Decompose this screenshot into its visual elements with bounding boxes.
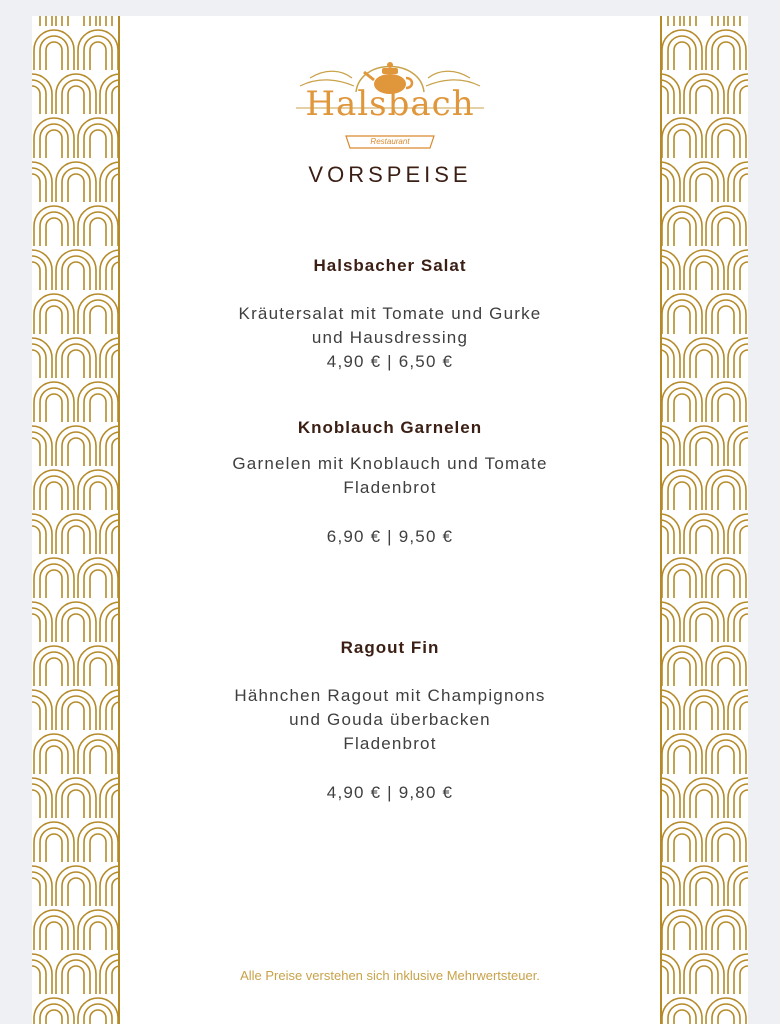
arch-motif (674, 746, 690, 774)
arch-motif (46, 130, 62, 158)
arch-motif (90, 834, 106, 862)
arch-motif (660, 432, 674, 466)
arch-motif (660, 878, 668, 906)
arch-motif (660, 696, 674, 730)
arch-motif (740, 614, 748, 642)
arch-motif (90, 658, 106, 686)
arch-motif (690, 696, 718, 730)
arch-motif (740, 878, 748, 906)
arch-motif (46, 394, 62, 422)
arch-motif (660, 16, 674, 26)
arch-motif (660, 16, 668, 26)
arch-motif (40, 388, 68, 422)
arch-motif (712, 388, 740, 422)
arch-motif (68, 86, 84, 114)
arch-motif (696, 350, 712, 378)
arch-motif (62, 784, 90, 818)
arch-motif (32, 16, 52, 26)
arch-motif (90, 1010, 106, 1024)
arch-motif (660, 872, 674, 906)
arch-motif (712, 476, 740, 510)
arch-motif (712, 740, 740, 774)
arch-motif (660, 784, 674, 818)
arch-motif (674, 922, 690, 950)
arch-motif (668, 652, 696, 686)
arch-motif (696, 878, 712, 906)
arch-motif (734, 696, 748, 730)
arch-motif (46, 834, 62, 862)
arch-motif (696, 86, 712, 114)
arch-motif (68, 526, 84, 554)
menu-item-description: und Hausdressing (311, 328, 469, 347)
arch-motif (84, 564, 112, 598)
menu-content (120, 16, 660, 1024)
arch-motif (690, 872, 718, 906)
arch-motif (668, 124, 696, 158)
arch-motif (660, 438, 668, 466)
arch-motif (660, 526, 668, 554)
menu-item-description: Hähnchen Ragout mit Champignons (234, 686, 546, 705)
arch-motif (32, 350, 40, 378)
arch-motif (68, 262, 84, 290)
arch-motif (40, 1004, 68, 1024)
arch-motif (718, 306, 734, 334)
arch-motif (660, 966, 668, 994)
arch-motif (660, 86, 668, 114)
arch-motif (40, 740, 68, 774)
arch-motif (62, 432, 90, 466)
arch-motif (674, 130, 690, 158)
menu-item (120, 638, 660, 805)
arch-motif (32, 608, 46, 642)
arch-motif (740, 350, 748, 378)
arch-motif (740, 438, 748, 466)
menu-item-description: und Gouda überbacken (289, 710, 491, 729)
arch-motif (32, 432, 46, 466)
arch-motif (734, 872, 748, 906)
arch-motif (674, 306, 690, 334)
arch-motif (668, 388, 696, 422)
arch-motif (674, 394, 690, 422)
arch-motif (660, 174, 668, 202)
arch-motif (712, 1004, 740, 1024)
arch-motif (62, 80, 90, 114)
arch-motif (690, 168, 718, 202)
arch-motif (90, 394, 106, 422)
art-deco-arches-pattern (660, 16, 748, 1024)
arch-motif (84, 476, 112, 510)
arch-motif (712, 564, 740, 598)
halsbach-logo (290, 40, 490, 150)
arch-motif (674, 1010, 690, 1024)
arch-motif (660, 344, 674, 378)
arch-motif (712, 652, 740, 686)
arch-motif (32, 174, 40, 202)
arch-motif (696, 966, 712, 994)
logo-wordmark: Halsbach (305, 84, 475, 124)
art-deco-arches-pattern (32, 16, 120, 1024)
arch-motif (668, 212, 696, 246)
arch-motif (740, 702, 748, 730)
arch-motif (32, 16, 46, 26)
arch-motif (734, 168, 748, 202)
arch-motif (740, 16, 748, 26)
arch-motif (660, 256, 674, 290)
arch-motif (90, 130, 106, 158)
arch-motif (84, 300, 112, 334)
arch-motif (32, 960, 46, 994)
arch-motif (40, 212, 68, 246)
arch-motif (734, 520, 748, 554)
arch-motif (740, 966, 748, 994)
logo-subtitle: Restaurant (370, 137, 410, 146)
arch-motif (690, 784, 718, 818)
arch-motif (46, 218, 62, 246)
arch-motif (32, 262, 40, 290)
arch-motif (68, 174, 84, 202)
arch-motif (718, 834, 734, 862)
arch-motif (46, 1010, 62, 1024)
arch-motif (68, 966, 84, 994)
arch-motif (40, 476, 68, 510)
arch-motif (32, 614, 40, 642)
arch-motif (674, 42, 690, 70)
arch-motif (40, 36, 68, 70)
arch-motif (712, 300, 740, 334)
tax-note: Alle Preise verstehen sich inklusive Mehrwertsteuer. (240, 968, 540, 983)
arch-motif (68, 614, 84, 642)
arch-motif (734, 960, 748, 994)
menu-item-price: 6,90 € | 9,50 € (326, 527, 454, 546)
arch-motif (660, 350, 668, 378)
arch-motif (734, 344, 748, 378)
arch-motif (734, 256, 748, 290)
arch-motif (40, 300, 68, 334)
arch-motif (84, 212, 112, 246)
arch-motif (90, 922, 106, 950)
menu-item-price: 4,90 € | 9,80 € (326, 783, 454, 802)
arch-motif (712, 916, 740, 950)
arch-motif (712, 124, 740, 158)
section-title: VORSPEISE (308, 162, 472, 187)
arch-motif (696, 702, 712, 730)
arch-motif (32, 966, 40, 994)
arch-motif (32, 878, 40, 906)
arch-motif (718, 482, 734, 510)
arch-motif (32, 790, 40, 818)
arch-motif (740, 262, 748, 290)
menu-page (32, 16, 748, 1024)
arch-motif (46, 658, 62, 686)
arch-motif (718, 130, 734, 158)
arch-motif (696, 438, 712, 466)
arch-motif (668, 740, 696, 774)
arch-motif (674, 658, 690, 686)
arch-motif (100, 16, 120, 26)
arch-motif (696, 790, 712, 818)
arch-motif (674, 218, 690, 246)
arch-motif (68, 16, 84, 26)
arch-motif (62, 960, 90, 994)
arch-motif (84, 36, 112, 70)
arch-motif (32, 86, 40, 114)
arch-motif (734, 784, 748, 818)
arch-motif (84, 652, 112, 686)
arch-motif (660, 520, 674, 554)
arch-motif (32, 702, 40, 730)
arch-motif (740, 86, 748, 114)
arch-motif (46, 746, 62, 774)
arch-motif (46, 570, 62, 598)
arch-motif (690, 344, 718, 378)
arch-motif (668, 916, 696, 950)
arch-motif (90, 482, 106, 510)
arch-motif (68, 790, 84, 818)
arch-motif (660, 262, 668, 290)
arch-motif (62, 608, 90, 642)
arch-motif (84, 124, 112, 158)
arch-motif (690, 960, 718, 994)
arch-motif (718, 42, 734, 70)
arch-motif (68, 438, 84, 466)
arch-motif (696, 262, 712, 290)
arch-motif (740, 526, 748, 554)
arch-motif (712, 36, 740, 70)
arch-motif (718, 658, 734, 686)
arch-motif (668, 564, 696, 598)
arch-motif (62, 872, 90, 906)
arch-motif (718, 746, 734, 774)
menu-item-name: Ragout Fin (340, 638, 440, 657)
arch-motif (734, 16, 748, 26)
arch-motif (674, 570, 690, 598)
arch-motif (90, 42, 106, 70)
arch-motif (660, 16, 680, 26)
arch-motif (90, 570, 106, 598)
arch-motif (660, 702, 668, 730)
arch-motif (40, 652, 68, 686)
arch-motif (660, 608, 674, 642)
arch-motif (690, 520, 718, 554)
arch-motif (734, 432, 748, 466)
arch-motif (668, 36, 696, 70)
arch-motif (40, 124, 68, 158)
arch-motif (84, 740, 112, 774)
arch-motif (32, 784, 46, 818)
arch-motif (740, 174, 748, 202)
arch-motif (740, 790, 748, 818)
arch-motif (734, 80, 748, 114)
arch-motif (32, 168, 46, 202)
arch-motif (32, 520, 46, 554)
arch-motif (668, 1004, 696, 1024)
arch-motif (690, 16, 718, 26)
arch-motif (62, 256, 90, 290)
arch-motif (46, 306, 62, 334)
right-border-pattern (660, 16, 748, 1024)
menu-item-description: Fladenbrot (343, 734, 437, 753)
arch-motif (712, 828, 740, 862)
arch-motif (84, 828, 112, 862)
arch-motif (62, 696, 90, 730)
arch-motif (690, 256, 718, 290)
arch-motif (32, 438, 40, 466)
arch-motif (718, 570, 734, 598)
arch-motif (46, 922, 62, 950)
arch-motif (696, 526, 712, 554)
arch-motif (84, 1004, 112, 1024)
arch-motif (668, 300, 696, 334)
arch-motif (84, 916, 112, 950)
arch-motif (660, 614, 668, 642)
arch-motif (712, 212, 740, 246)
arch-motif (690, 608, 718, 642)
arch-motif (728, 16, 748, 26)
arch-motif (660, 168, 674, 202)
arch-motif (660, 960, 674, 994)
arch-motif (40, 916, 68, 950)
arch-motif (696, 16, 712, 26)
arch-motif (718, 922, 734, 950)
arch-motif (718, 394, 734, 422)
arch-motif (668, 476, 696, 510)
arch-motif (40, 564, 68, 598)
left-border-pattern (32, 16, 120, 1024)
arch-motif (62, 16, 90, 26)
arch-motif (660, 790, 668, 818)
arch-motif (68, 878, 84, 906)
arch-motif (696, 174, 712, 202)
menu-item (120, 256, 660, 374)
arch-motif (68, 702, 84, 730)
arch-motif (674, 834, 690, 862)
arch-motif (690, 432, 718, 466)
menu-item-description: Kräutersalat mit Tomate und Gurke (238, 304, 542, 323)
menu-item (120, 418, 660, 549)
arch-motif (90, 746, 106, 774)
arch-motif (46, 42, 62, 70)
arch-motif (660, 80, 674, 114)
arch-motif (62, 344, 90, 378)
arch-motif (734, 608, 748, 642)
arch-motif (46, 482, 62, 510)
arch-motif (32, 344, 46, 378)
menu-item-name: Knoblauch Garnelen (297, 418, 483, 437)
arch-motif (40, 828, 68, 862)
arch-motif (62, 520, 90, 554)
arch-motif (696, 614, 712, 642)
menu-item-description: Garnelen mit Knoblauch und Tomate (232, 454, 548, 473)
menu-item-description: Fladenbrot (343, 478, 437, 497)
arch-motif (32, 80, 46, 114)
arch-motif (668, 828, 696, 862)
arch-motif (32, 16, 40, 26)
menu-item-price: 4,90 € | 6,50 € (326, 352, 454, 371)
arch-motif (68, 350, 84, 378)
arch-motif (90, 218, 106, 246)
arch-motif (674, 482, 690, 510)
arch-motif (32, 526, 40, 554)
menu-item-name: Halsbacher Salat (313, 256, 467, 275)
arch-motif (32, 256, 46, 290)
arch-motif (718, 1010, 734, 1024)
arch-motif (84, 388, 112, 422)
arch-motif (32, 872, 46, 906)
arch-motif (690, 80, 718, 114)
arch-motif (718, 218, 734, 246)
arch-motif (32, 696, 46, 730)
arch-motif (62, 168, 90, 202)
arch-motif (90, 306, 106, 334)
